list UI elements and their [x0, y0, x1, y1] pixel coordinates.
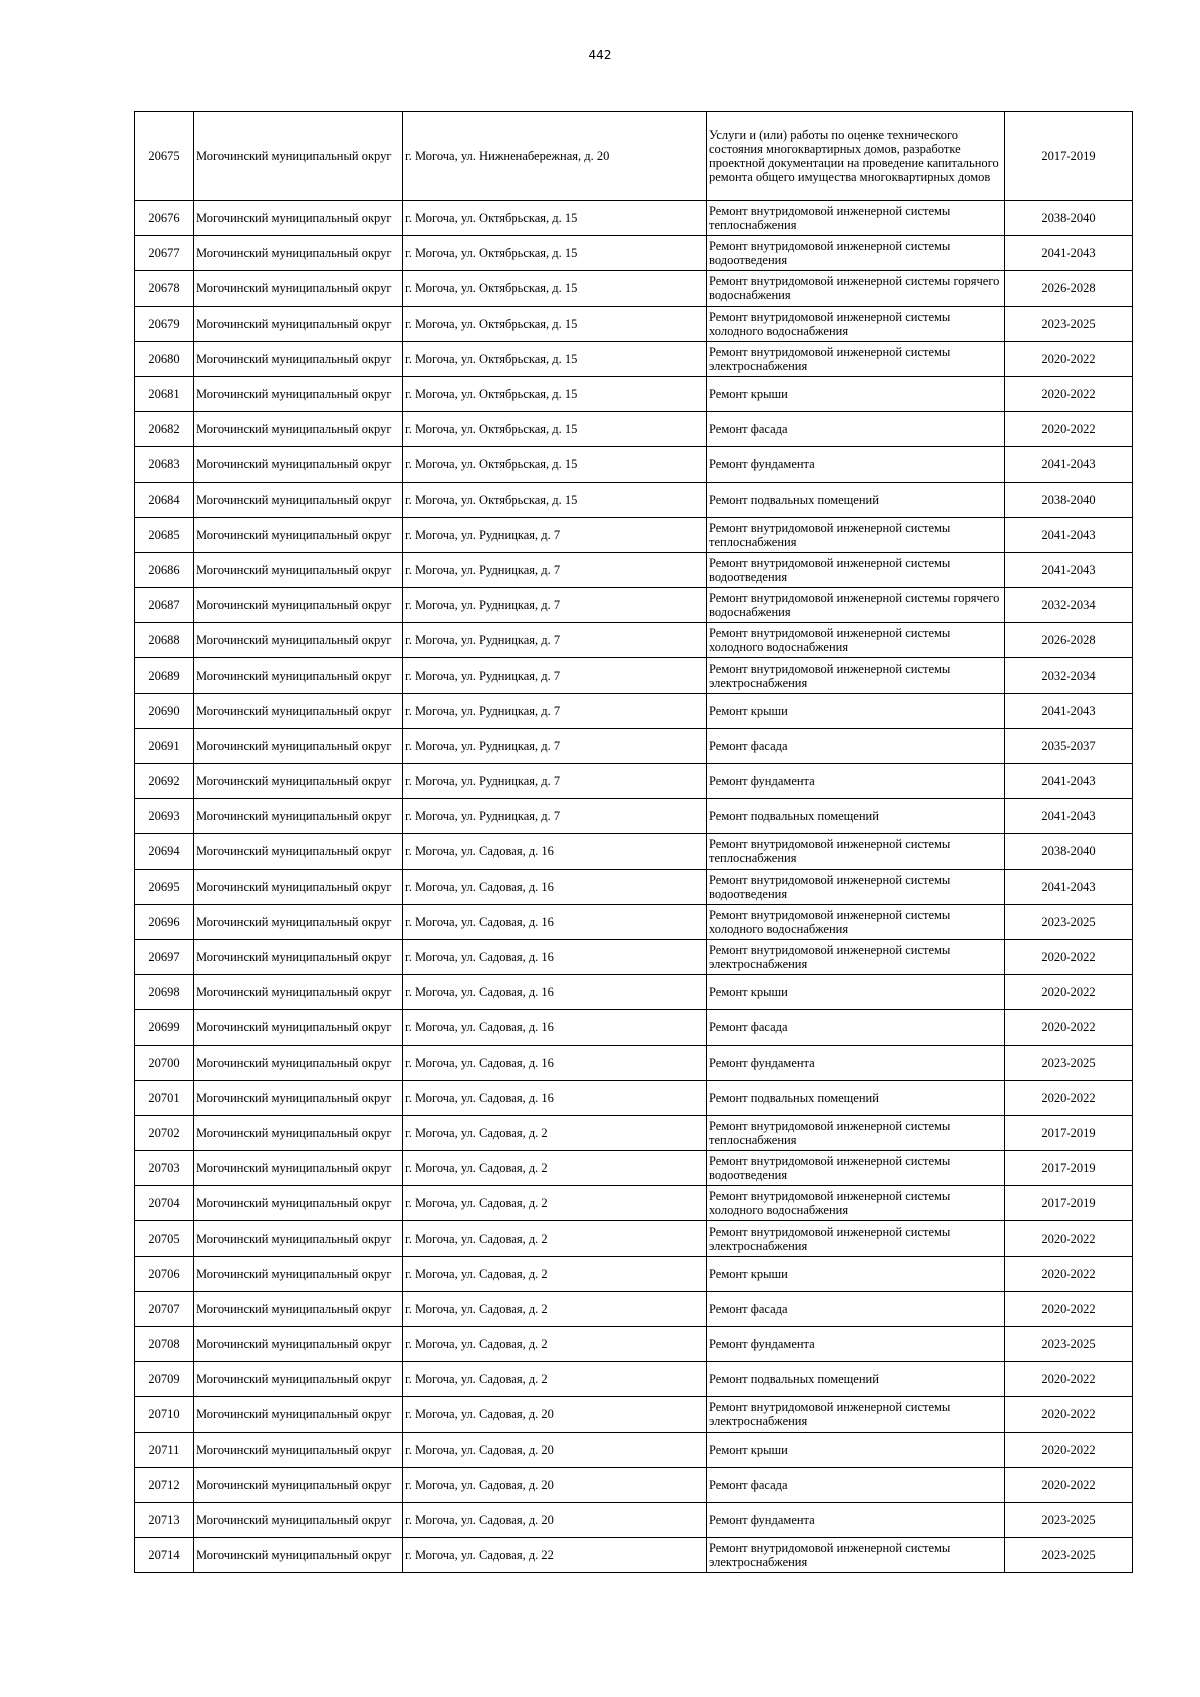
- address-cell: г. Могоча, ул. Садовая, д. 2: [403, 1362, 707, 1397]
- period-cell: 2041-2043: [1005, 236, 1133, 271]
- period-cell: 2023-2025: [1005, 1327, 1133, 1362]
- period-cell: 2020-2022: [1005, 1362, 1133, 1397]
- row-number-cell: 20686: [135, 552, 194, 587]
- work-type-cell: Ремонт внутридомовой инженерной системы электроснабжения: [707, 939, 1005, 974]
- work-type-cell: Ремонт внутридомовой инженерной системы холодного водоснабжения: [707, 306, 1005, 341]
- row-number-cell: 20708: [135, 1327, 194, 1362]
- address-cell: г. Могоча, ул. Садовая, д. 16: [403, 1080, 707, 1115]
- row-number-cell: 20683: [135, 447, 194, 482]
- row-number-cell: 20692: [135, 764, 194, 799]
- municipality-cell: Могочинский муниципальный округ: [194, 1115, 403, 1150]
- row-number-cell: 20700: [135, 1045, 194, 1080]
- municipality-cell: Могочинский муниципальный округ: [194, 376, 403, 411]
- period-cell: 2032-2034: [1005, 588, 1133, 623]
- period-cell: 2023-2025: [1005, 306, 1133, 341]
- row-number-cell: 20711: [135, 1432, 194, 1467]
- work-type-cell: Ремонт крыши: [707, 1256, 1005, 1291]
- municipality-cell: Могочинский муниципальный округ: [194, 975, 403, 1010]
- row-number-cell: 20696: [135, 904, 194, 939]
- municipality-cell: Могочинский муниципальный округ: [194, 271, 403, 306]
- work-type-cell: Ремонт внутридомовой инженерной системы холодного водоснабжения: [707, 1186, 1005, 1221]
- table-row: [135, 1502, 1133, 1537]
- row-number-cell: 20677: [135, 236, 194, 271]
- work-type-cell: Ремонт крыши: [707, 975, 1005, 1010]
- municipality-cell: Могочинский муниципальный округ: [194, 341, 403, 376]
- row-number-cell: 20706: [135, 1256, 194, 1291]
- row-number-cell: 20712: [135, 1467, 194, 1502]
- period-cell: 2041-2043: [1005, 869, 1133, 904]
- work-type-cell: Ремонт внутридомовой инженерной системы теплоснабжения: [707, 1115, 1005, 1150]
- table-row: [135, 236, 1133, 271]
- period-cell: 2020-2022: [1005, 341, 1133, 376]
- municipality-cell: Могочинский муниципальный округ: [194, 588, 403, 623]
- municipality-cell: Могочинский муниципальный округ: [194, 693, 403, 728]
- address-cell: г. Могоча, ул. Октябрьская, д. 15: [403, 306, 707, 341]
- period-cell: 2020-2022: [1005, 1467, 1133, 1502]
- municipality-cell: Могочинский муниципальный округ: [194, 201, 403, 236]
- municipality-cell: Могочинский муниципальный округ: [194, 1151, 403, 1186]
- address-cell: г. Могоча, ул. Октябрьская, д. 15: [403, 482, 707, 517]
- table-row: [135, 1327, 1133, 1362]
- table-row: [135, 552, 1133, 587]
- address-cell: г. Могоча, ул. Садовая, д. 2: [403, 1256, 707, 1291]
- row-number-cell: 20699: [135, 1010, 194, 1045]
- table-row: [135, 1538, 1133, 1573]
- table-row: [135, 588, 1133, 623]
- municipality-cell: Могочинский муниципальный округ: [194, 306, 403, 341]
- period-cell: 2020-2022: [1005, 1010, 1133, 1045]
- work-type-cell: Ремонт фасада: [707, 1291, 1005, 1326]
- work-type-cell: Ремонт фундамента: [707, 1502, 1005, 1537]
- work-type-cell: Ремонт внутридомовой инженерной системы холодного водоснабжения: [707, 623, 1005, 658]
- address-cell: г. Могоча, ул. Садовая, д. 20: [403, 1397, 707, 1432]
- municipality-cell: Могочинский муниципальный округ: [194, 623, 403, 658]
- period-cell: 2038-2040: [1005, 201, 1133, 236]
- row-number-cell: 20705: [135, 1221, 194, 1256]
- work-type-cell: Ремонт внутридомовой инженерной системы электроснабжения: [707, 341, 1005, 376]
- work-type-cell: Услуги и (или) работы по оценке технического состояния многоквартирных домов, разработке проектной документации на проведение капитального ремонта общего имущества многоквартирных домов: [707, 112, 1005, 201]
- period-cell: 2020-2022: [1005, 939, 1133, 974]
- municipality-cell: Могочинский муниципальный округ: [194, 904, 403, 939]
- row-number-cell: 20709: [135, 1362, 194, 1397]
- row-number-cell: 20681: [135, 376, 194, 411]
- address-cell: г. Могоча, ул. Садовая, д. 22: [403, 1538, 707, 1573]
- municipality-cell: Могочинский муниципальный округ: [194, 834, 403, 869]
- address-cell: г. Могоча, ул. Рудницкая, д. 7: [403, 552, 707, 587]
- table-row: [135, 412, 1133, 447]
- address-cell: г. Могоча, ул. Садовая, д. 20: [403, 1432, 707, 1467]
- period-cell: 2020-2022: [1005, 1291, 1133, 1326]
- municipality-cell: Могочинский муниципальный округ: [194, 1432, 403, 1467]
- period-cell: 2020-2022: [1005, 1221, 1133, 1256]
- period-cell: 2026-2028: [1005, 271, 1133, 306]
- address-cell: г. Могоча, ул. Октябрьская, д. 15: [403, 236, 707, 271]
- page-number: 442: [588, 48, 612, 62]
- period-cell: 2023-2025: [1005, 1502, 1133, 1537]
- period-cell: 2032-2034: [1005, 658, 1133, 693]
- row-number-cell: 20680: [135, 341, 194, 376]
- table-row: [135, 376, 1133, 411]
- row-number-cell: 20691: [135, 728, 194, 763]
- table-row: [135, 1045, 1133, 1080]
- address-cell: г. Могоча, ул. Рудницкая, д. 7: [403, 764, 707, 799]
- address-cell: г. Могоча, ул. Октябрьская, д. 15: [403, 376, 707, 411]
- table-row: [135, 728, 1133, 763]
- address-cell: г. Могоча, ул. Октябрьская, д. 15: [403, 341, 707, 376]
- municipality-cell: Могочинский муниципальный округ: [194, 1291, 403, 1326]
- address-cell: г. Могоча, ул. Садовая, д. 2: [403, 1291, 707, 1326]
- municipality-cell: Могочинский муниципальный округ: [194, 1362, 403, 1397]
- municipality-cell: Могочинский муниципальный округ: [194, 728, 403, 763]
- table-row: [135, 1115, 1133, 1150]
- municipality-cell: Могочинский муниципальный округ: [194, 764, 403, 799]
- address-cell: г. Могоча, ул. Садовая, д. 16: [403, 939, 707, 974]
- period-cell: 2020-2022: [1005, 1397, 1133, 1432]
- row-number-cell: 20702: [135, 1115, 194, 1150]
- table-row: [135, 1010, 1133, 1045]
- table-row: [135, 341, 1133, 376]
- address-cell: г. Могоча, ул. Садовая, д. 2: [403, 1327, 707, 1362]
- row-number-cell: 20713: [135, 1502, 194, 1537]
- municipality-cell: Могочинский муниципальный округ: [194, 1502, 403, 1537]
- work-type-cell: Ремонт внутридомовой инженерной системы водоотведения: [707, 236, 1005, 271]
- municipality-cell: Могочинский муниципальный округ: [194, 1467, 403, 1502]
- row-number-cell: 20698: [135, 975, 194, 1010]
- row-number-cell: 20679: [135, 306, 194, 341]
- table-row: [135, 1221, 1133, 1256]
- row-number-cell: 20690: [135, 693, 194, 728]
- municipality-cell: Могочинский муниципальный округ: [194, 1397, 403, 1432]
- period-cell: 2020-2022: [1005, 1256, 1133, 1291]
- municipality-cell: Могочинский муниципальный округ: [194, 869, 403, 904]
- period-cell: 2017-2019: [1005, 1186, 1133, 1221]
- work-type-cell: Ремонт внутридомовой инженерной системы теплоснабжения: [707, 201, 1005, 236]
- period-cell: 2023-2025: [1005, 1538, 1133, 1573]
- period-cell: 2041-2043: [1005, 447, 1133, 482]
- period-cell: 2041-2043: [1005, 799, 1133, 834]
- table-row: [135, 517, 1133, 552]
- row-number-cell: 20688: [135, 623, 194, 658]
- municipality-cell: Могочинский муниципальный округ: [194, 517, 403, 552]
- address-cell: г. Могоча, ул. Садовая, д. 2: [403, 1221, 707, 1256]
- period-cell: 2020-2022: [1005, 1432, 1133, 1467]
- table-row: [135, 799, 1133, 834]
- period-cell: 2023-2025: [1005, 904, 1133, 939]
- work-type-cell: Ремонт фасада: [707, 412, 1005, 447]
- address-cell: г. Могоча, ул. Садовая, д. 16: [403, 834, 707, 869]
- table-row: [135, 1397, 1133, 1432]
- address-cell: г. Могоча, ул. Рудницкая, д. 7: [403, 517, 707, 552]
- work-type-cell: Ремонт внутридомовой инженерной системы водоотведения: [707, 552, 1005, 587]
- table-row: [135, 693, 1133, 728]
- municipality-cell: Могочинский муниципальный округ: [194, 1327, 403, 1362]
- table-row: [135, 939, 1133, 974]
- row-number-cell: 20687: [135, 588, 194, 623]
- address-cell: г. Могоча, ул. Рудницкая, д. 7: [403, 728, 707, 763]
- table-row: [135, 764, 1133, 799]
- row-number-cell: 20676: [135, 201, 194, 236]
- address-cell: г. Могоча, ул. Рудницкая, д. 7: [403, 623, 707, 658]
- row-number-cell: 20714: [135, 1538, 194, 1573]
- address-cell: г. Могоча, ул. Садовая, д. 2: [403, 1151, 707, 1186]
- work-type-cell: Ремонт фасада: [707, 1010, 1005, 1045]
- work-type-cell: Ремонт внутридомовой инженерной системы водоотведения: [707, 869, 1005, 904]
- address-cell: г. Могоча, ул. Садовая, д. 16: [403, 869, 707, 904]
- address-cell: г. Могоча, ул. Октябрьская, д. 15: [403, 412, 707, 447]
- work-type-cell: Ремонт внутридомовой инженерной системы электроснабжения: [707, 658, 1005, 693]
- municipality-cell: Могочинский муниципальный округ: [194, 1045, 403, 1080]
- municipality-cell: Могочинский муниципальный округ: [194, 658, 403, 693]
- period-cell: 2041-2043: [1005, 764, 1133, 799]
- table-row: [135, 834, 1133, 869]
- work-type-cell: Ремонт внутридомовой инженерной системы электроснабжения: [707, 1397, 1005, 1432]
- period-cell: 2020-2022: [1005, 975, 1133, 1010]
- row-number-cell: 20689: [135, 658, 194, 693]
- municipality-cell: Могочинский муниципальный округ: [194, 1010, 403, 1045]
- municipality-cell: Могочинский муниципальный округ: [194, 1080, 403, 1115]
- table-row: [135, 658, 1133, 693]
- municipality-cell: Могочинский муниципальный округ: [194, 112, 403, 201]
- address-cell: г. Могоча, ул. Садовая, д. 16: [403, 1045, 707, 1080]
- address-cell: г. Могоча, ул. Октябрьская, д. 15: [403, 447, 707, 482]
- work-type-cell: Ремонт фундамента: [707, 447, 1005, 482]
- period-cell: 2038-2040: [1005, 482, 1133, 517]
- table-row: [135, 975, 1133, 1010]
- table-row: [135, 1432, 1133, 1467]
- row-number-cell: 20694: [135, 834, 194, 869]
- address-cell: г. Могоча, ул. Садовая, д. 16: [403, 975, 707, 1010]
- address-cell: г. Могоча, ул. Садовая, д. 16: [403, 1010, 707, 1045]
- table-row: [135, 1186, 1133, 1221]
- table-row: [135, 1151, 1133, 1186]
- municipality-cell: Могочинский муниципальный округ: [194, 236, 403, 271]
- row-number-cell: 20710: [135, 1397, 194, 1432]
- municipality-cell: Могочинский муниципальный округ: [194, 1186, 403, 1221]
- municipality-cell: Могочинский муниципальный округ: [194, 447, 403, 482]
- work-type-cell: Ремонт внутридомовой инженерной системы холодного водоснабжения: [707, 904, 1005, 939]
- address-cell: г. Могоча, ул. Нижненабережная, д. 20: [403, 112, 707, 201]
- row-number-cell: 20675: [135, 112, 194, 201]
- address-cell: г. Могоча, ул. Рудницкая, д. 7: [403, 799, 707, 834]
- table-row: [135, 1291, 1133, 1326]
- municipality-cell: Могочинский муниципальный округ: [194, 412, 403, 447]
- work-type-cell: Ремонт подвальных помещений: [707, 482, 1005, 517]
- address-cell: г. Могоча, ул. Рудницкая, д. 7: [403, 588, 707, 623]
- work-type-cell: Ремонт внутридомовой инженерной системы горячего водоснабжения: [707, 588, 1005, 623]
- table-row: [135, 1080, 1133, 1115]
- row-number-cell: 20704: [135, 1186, 194, 1221]
- work-type-cell: Ремонт внутридомовой инженерной системы электроснабжения: [707, 1538, 1005, 1573]
- row-number-cell: 20678: [135, 271, 194, 306]
- work-type-cell: Ремонт внутридомовой инженерной системы теплоснабжения: [707, 517, 1005, 552]
- period-cell: 2020-2022: [1005, 1080, 1133, 1115]
- address-cell: г. Могоча, ул. Садовая, д. 20: [403, 1467, 707, 1502]
- period-cell: 2017-2019: [1005, 112, 1133, 201]
- table-row: [135, 482, 1133, 517]
- row-number-cell: 20684: [135, 482, 194, 517]
- row-number-cell: 20697: [135, 939, 194, 974]
- work-type-cell: Ремонт фундамента: [707, 1045, 1005, 1080]
- period-cell: 2020-2022: [1005, 412, 1133, 447]
- table-row: [135, 306, 1133, 341]
- table-row: [135, 869, 1133, 904]
- period-cell: 2017-2019: [1005, 1151, 1133, 1186]
- work-type-cell: Ремонт фундамента: [707, 1327, 1005, 1362]
- work-type-cell: Ремонт крыши: [707, 376, 1005, 411]
- row-number-cell: 20707: [135, 1291, 194, 1326]
- work-type-cell: Ремонт подвальных помещений: [707, 799, 1005, 834]
- work-type-cell: Ремонт подвальных помещений: [707, 1080, 1005, 1115]
- work-type-cell: Ремонт подвальных помещений: [707, 1362, 1005, 1397]
- municipality-cell: Могочинский муниципальный округ: [194, 1221, 403, 1256]
- period-cell: 2017-2019: [1005, 1115, 1133, 1150]
- row-number-cell: 20685: [135, 517, 194, 552]
- period-cell: 2038-2040: [1005, 834, 1133, 869]
- period-cell: 2041-2043: [1005, 693, 1133, 728]
- row-number-cell: 20701: [135, 1080, 194, 1115]
- address-cell: г. Могоча, ул. Садовая, д. 2: [403, 1115, 707, 1150]
- work-type-cell: Ремонт внутридомовой инженерной системы водоотведения: [707, 1151, 1005, 1186]
- row-number-cell: 20703: [135, 1151, 194, 1186]
- municipality-cell: Могочинский муниципальный округ: [194, 799, 403, 834]
- table-row: [135, 112, 1133, 201]
- address-cell: г. Могоча, ул. Садовая, д. 20: [403, 1502, 707, 1537]
- work-type-cell: Ремонт внутридомовой инженерной системы электроснабжения: [707, 1221, 1005, 1256]
- table-body: [135, 112, 1133, 1573]
- work-type-cell: Ремонт фундамента: [707, 764, 1005, 799]
- work-type-cell: Ремонт крыши: [707, 693, 1005, 728]
- table-row: [135, 1362, 1133, 1397]
- table-row: [135, 1256, 1133, 1291]
- period-cell: 2026-2028: [1005, 623, 1133, 658]
- municipality-cell: Могочинский муниципальный округ: [194, 552, 403, 587]
- table-row: [135, 1467, 1133, 1502]
- municipality-cell: Могочинский муниципальный округ: [194, 482, 403, 517]
- work-type-cell: Ремонт внутридомовой инженерной системы горячего водоснабжения: [707, 271, 1005, 306]
- address-cell: г. Могоча, ул. Октябрьская, д. 15: [403, 271, 707, 306]
- address-cell: г. Могоча, ул. Рудницкая, д. 7: [403, 693, 707, 728]
- municipality-cell: Могочинский муниципальный округ: [194, 1538, 403, 1573]
- capital-repair-table: [134, 111, 1133, 1573]
- row-number-cell: 20682: [135, 412, 194, 447]
- work-type-cell: Ремонт фасада: [707, 728, 1005, 763]
- period-cell: 2041-2043: [1005, 517, 1133, 552]
- period-cell: 2035-2037: [1005, 728, 1133, 763]
- period-cell: 2041-2043: [1005, 552, 1133, 587]
- work-type-cell: Ремонт крыши: [707, 1432, 1005, 1467]
- work-type-cell: Ремонт фасада: [707, 1467, 1005, 1502]
- period-cell: 2020-2022: [1005, 376, 1133, 411]
- municipality-cell: Могочинский муниципальный округ: [194, 1256, 403, 1291]
- address-cell: г. Могоча, ул. Садовая, д. 2: [403, 1186, 707, 1221]
- table-row: [135, 623, 1133, 658]
- period-cell: 2023-2025: [1005, 1045, 1133, 1080]
- table-row: [135, 904, 1133, 939]
- table-row: [135, 201, 1133, 236]
- address-cell: г. Могоча, ул. Октябрьская, д. 15: [403, 201, 707, 236]
- row-number-cell: 20693: [135, 799, 194, 834]
- table-row: [135, 271, 1133, 306]
- work-type-cell: Ремонт внутридомовой инженерной системы теплоснабжения: [707, 834, 1005, 869]
- address-cell: г. Могоча, ул. Садовая, д. 16: [403, 904, 707, 939]
- row-number-cell: 20695: [135, 869, 194, 904]
- municipality-cell: Могочинский муниципальный округ: [194, 939, 403, 974]
- address-cell: г. Могоча, ул. Рудницкая, д. 7: [403, 658, 707, 693]
- table-row: [135, 447, 1133, 482]
